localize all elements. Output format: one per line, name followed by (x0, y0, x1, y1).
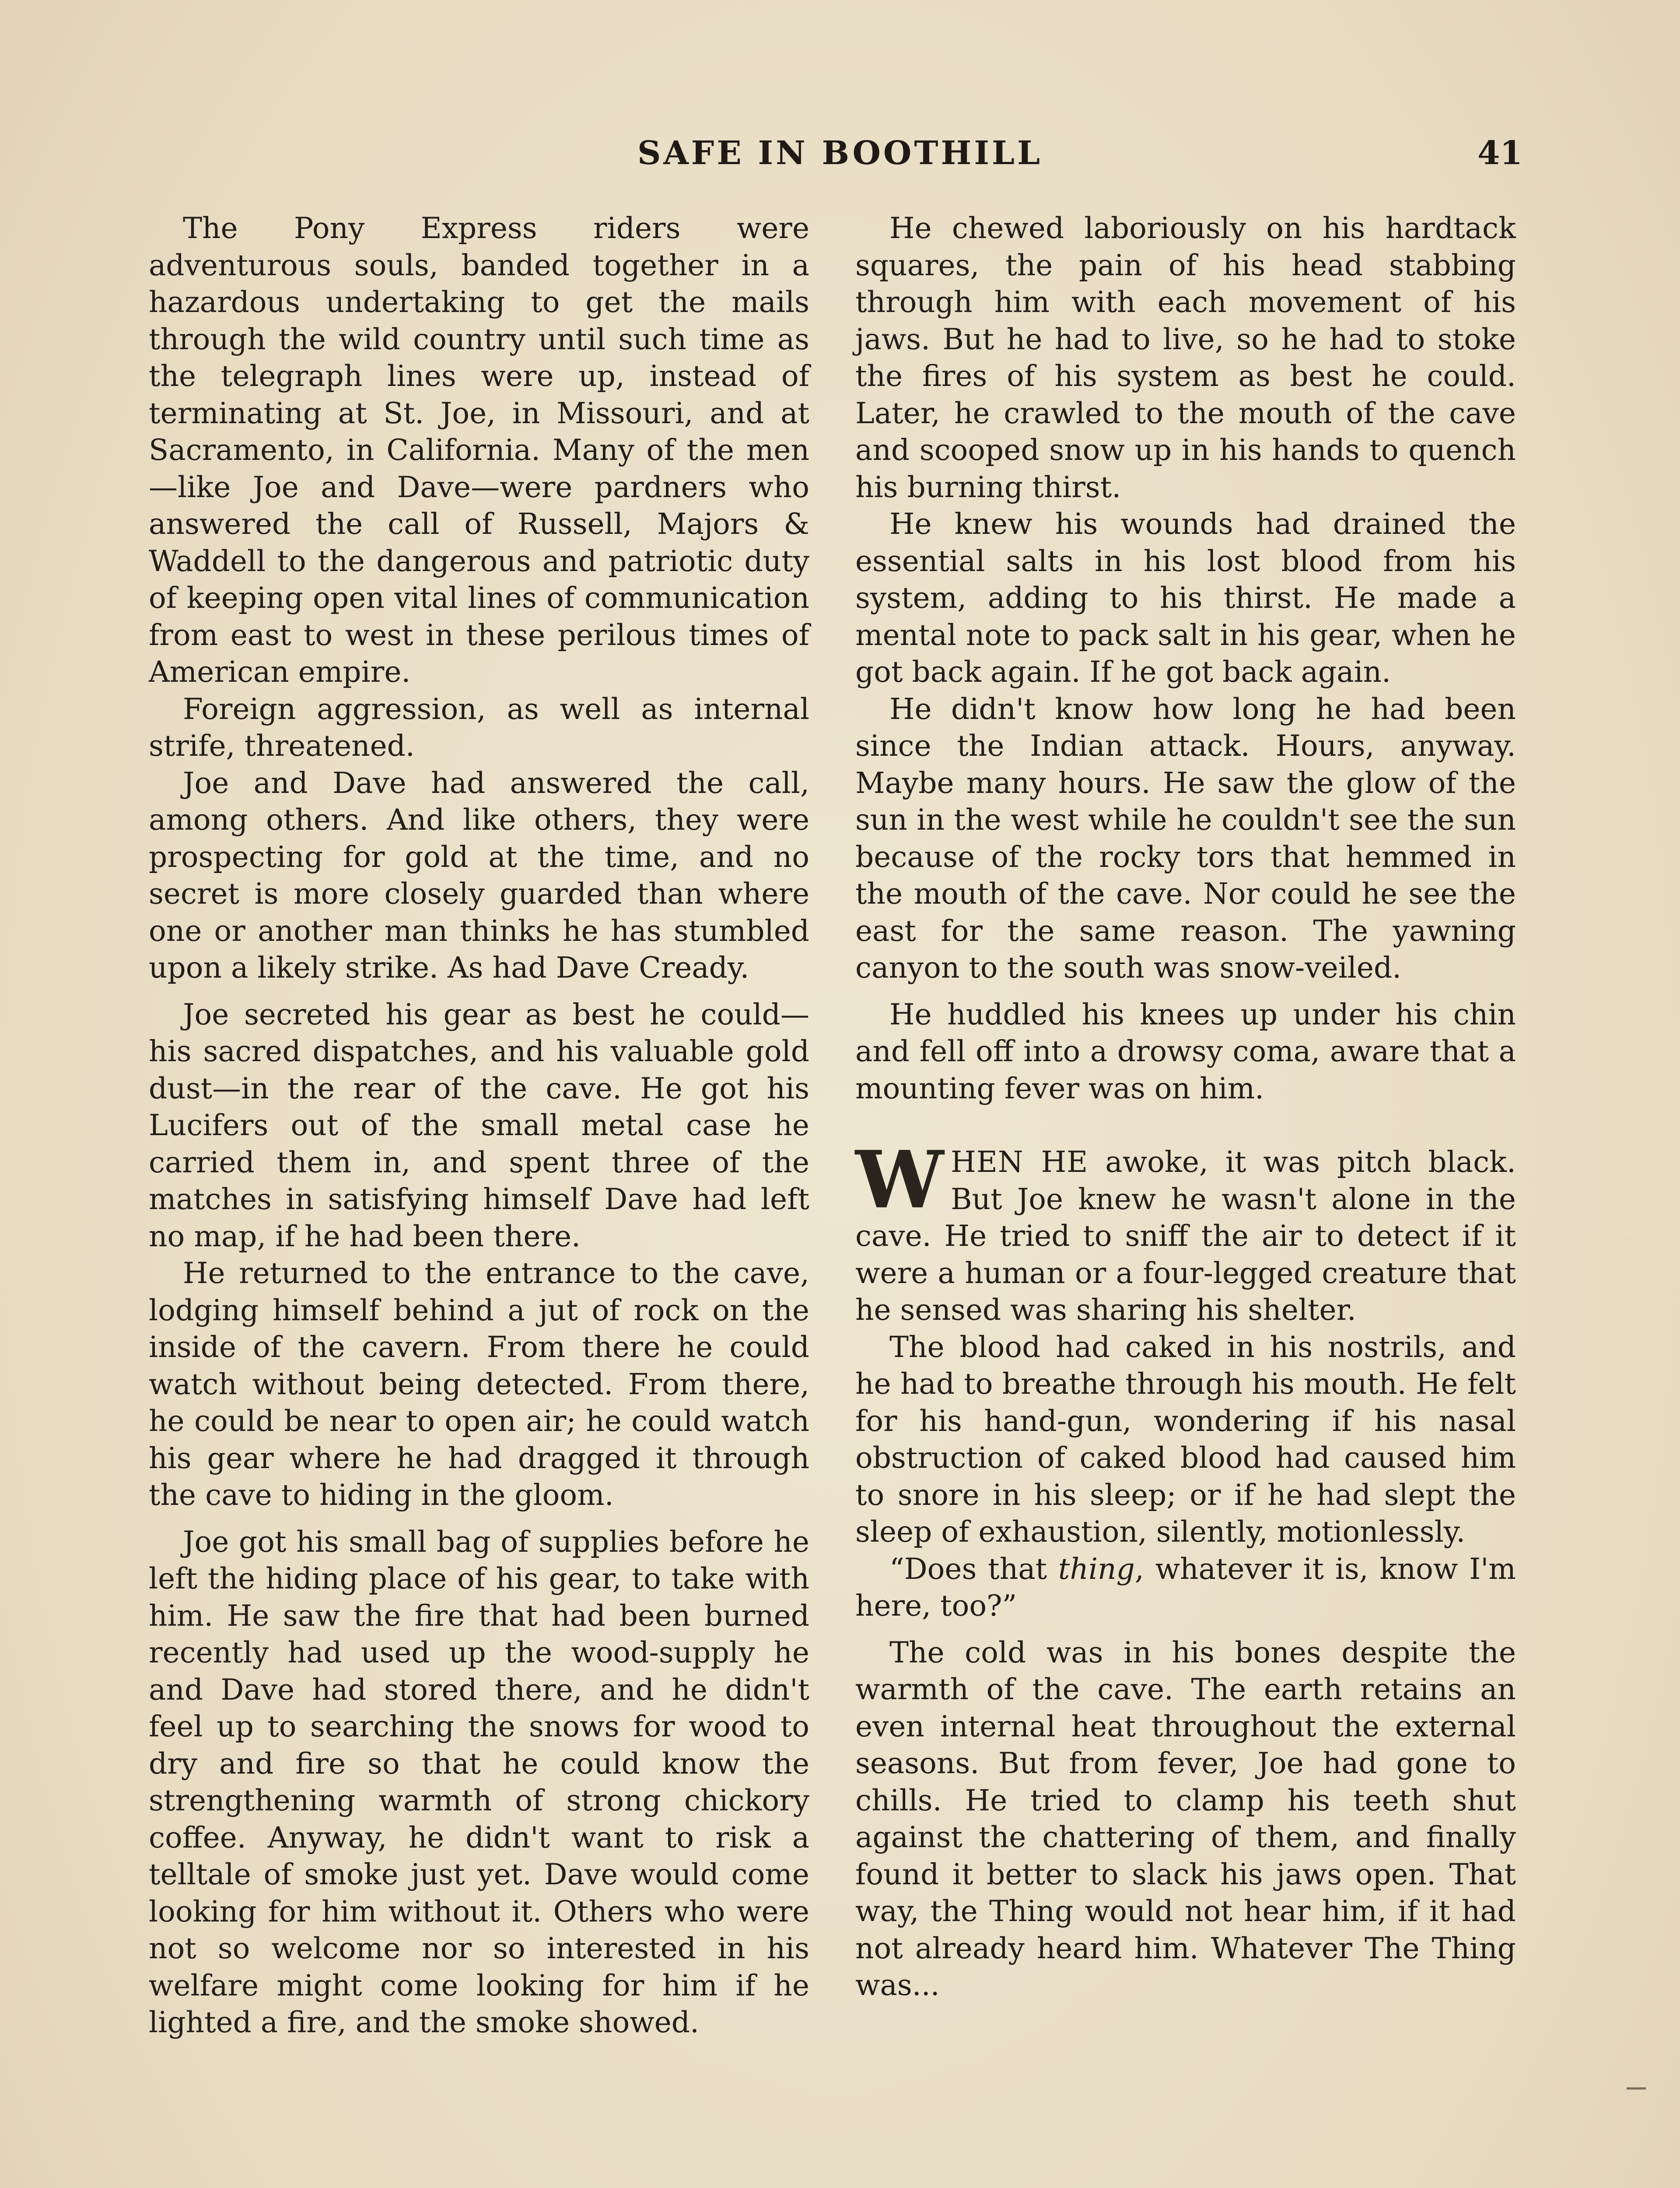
page-number: 41 (1477, 134, 1522, 172)
margin-mark (1627, 2087, 1646, 2090)
right-column (855, 210, 1516, 2004)
dialogue-paragraph (855, 1551, 1516, 1625)
paragraph: He knew his wounds had drained the essential salts in his lost blood from his system, adding to his thirst. He made a mental note to pack salt in his gear, when he got back again. If he got back again. (855, 507, 1516, 689)
paragraph: Joe secreted his gear as best he could—his sacred dispatches, and his valuable gold dust—in the rear of the cave. He got his Lucifers out of the small metal case he carried them in, and spent three of the matches in satisfying himself Dave had left no map, if he had been there. (149, 997, 809, 1253)
section-opening-paragraph (855, 1134, 1516, 1329)
dialogue-close: , whatever it is, know I'm here, too?” (855, 1552, 1516, 1623)
paragraph: The cold was in his bones despite the warmth of the cave. The earth retains an even internal heat throughout the external seasons. But from fever, Joe had gone to chills. He tried to clamp his teeth shut against the chattering of them, and finally found it better to slack his jaws open. That way, the Thing would not hear him, if it had not already heard him. Whatever The Thing was... (855, 1635, 1516, 2002)
left-column (149, 210, 809, 2041)
running-title: SAFE IN BOOTHILL (637, 134, 1043, 172)
running-head (0, 129, 1680, 177)
paragraph: The Pony Express riders were adventurous souls, banded together in a hazardous undertaking to get the mails through the wild country until such time as the telegraph lines were up, instead of terminating at St. Joe, in Missouri, and at Sacramento, in California. Many of the men—like Joe and Dave—were pardners who answered the call of Russell, Majors & Waddell to the dangerous and patriotic duty of keeping open vital lines of communication from east to west in these perilous times of American empire. (149, 211, 809, 689)
paragraph: Joe and Dave had answered the call, among others. And like others, they were prospecting for gold at the time, and no secret is more closely guarded than where one or another man thinks he has stumbled upon a likely strike. As had Dave Cready. (149, 766, 809, 985)
paragraph: Foreign aggression, as well as internal strife, threatened. (149, 692, 809, 763)
dialogue-emphasis: thing (1058, 1552, 1135, 1586)
paragraph: He huddled his knees up under his chin and fell off into a drowsy coma, aware that a mounting fever was on him. (855, 997, 1516, 1105)
paragraph: The blood had caked in his nostrils, and he had to breathe through his mouth. He felt for his hand-gun, wondering if his nasal obstruction of caked blood had caused him to snore in his sleep; or if he had slept the sleep of exhaustion, silently, motionlessly. (855, 1330, 1516, 1549)
paragraph: He didn't know how long he had been since the Indian attack. Hours, anyway. Maybe many hours. He saw the glow of the sun in the west while he couldn't see the sun because of the rocky tors that hemmed in the mouth of the cave. Nor could he see the east for the same reason. The yawning canyon to the south was snow-veiled. (855, 692, 1516, 985)
lead-in: HEN HE (951, 1145, 1088, 1179)
drop-cap: W (855, 1134, 944, 1226)
paragraph: Joe got his small bag of supplies before he left the hiding place of his gear, to take with him. He saw the fire that had been burned recently had used up the wood-supply he and Dave had stored there, and he didn't feel up to searching the snows for wood to dry and fire so that he could know the strengthening warmth of strong chickory coffee. Anyway, he didn't want to risk a telltale of smoke just yet. Dave would come looking for him without it. Others who were not so welcome nor so interested in his welfare might come looking for him if he lighted a fire, and the smoke showed. (149, 1525, 809, 2039)
dialogue-open: “Does that (889, 1552, 1058, 1586)
paragraph-text: awoke, it was pitch black. But Joe knew he wasn't alone in the cave. He tried to sniff the air to detect if it were a human or a four-legged creature that he sensed was sharing his shelter. (855, 1145, 1516, 1327)
paragraph: He chewed laboriously on his hardtack squares, the pain of his head stabbing through him with each movement of his jaws. But he had to live, so he had to stoke the fires of his system as best he could. Later, he crawled to the mouth of the cave and scooped snow up in his hands to quench his burning thirst. (855, 211, 1516, 504)
paragraph: He returned to the entrance to the cave, lodging himself behind a jut of rock on the inside of the cavern. From there he could watch without being detected. From there, he could be near to open air; he could watch his gear where he had dragged it through the cave to hiding in the gloom. (149, 1256, 809, 1512)
